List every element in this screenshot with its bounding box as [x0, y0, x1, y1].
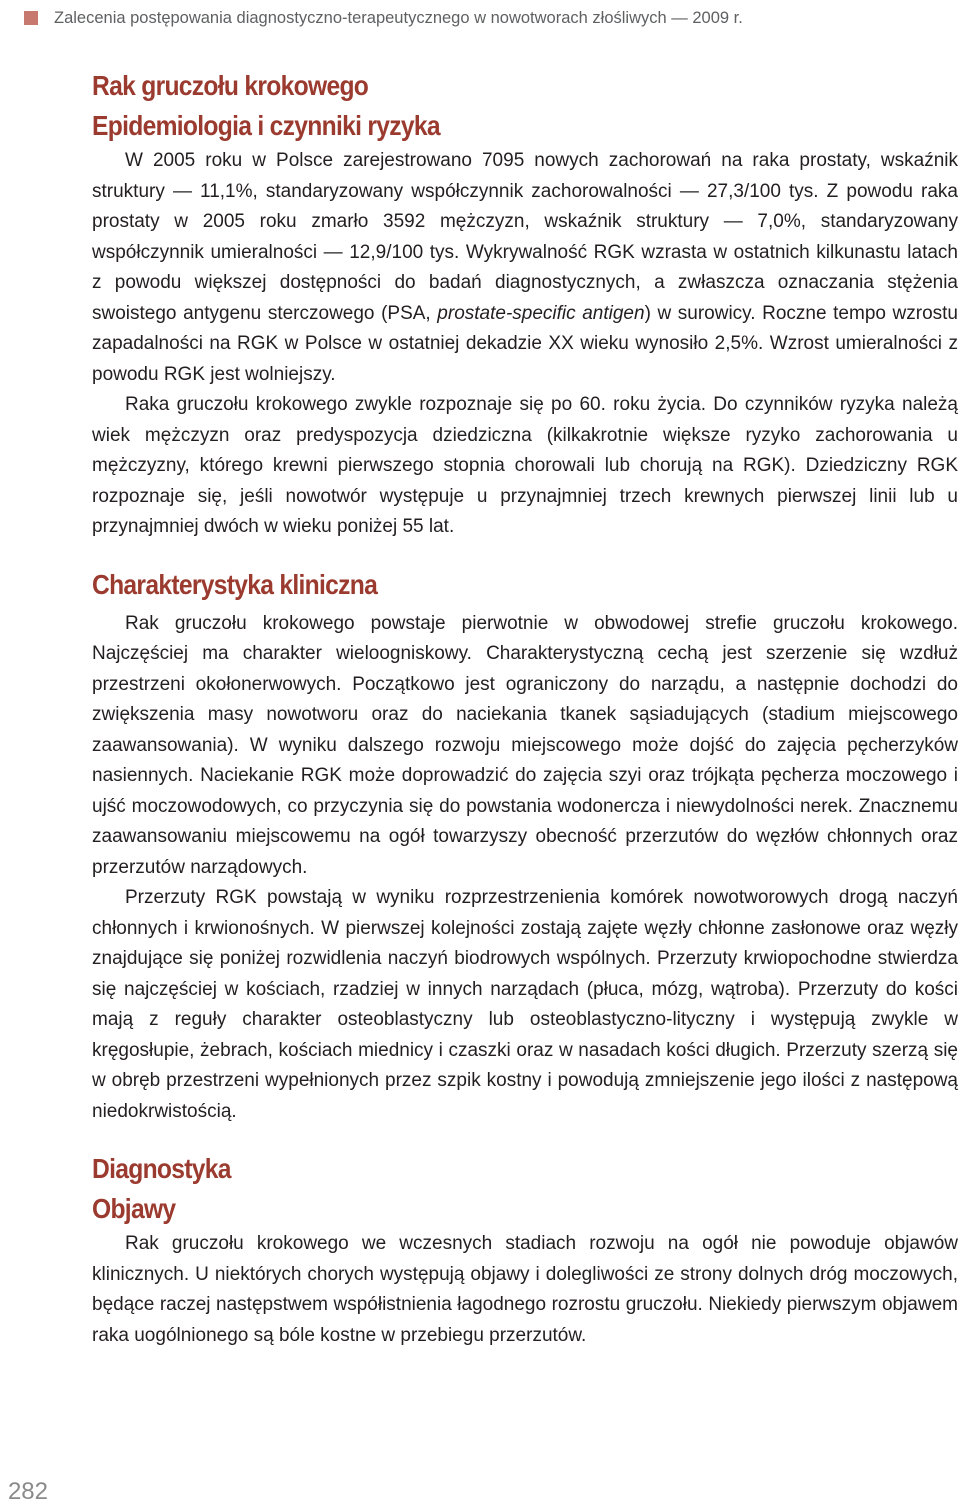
paragraph-clinical-2: Przerzuty RGK powstają w wyniku rozprzestrzenienia komórek nowotworowych drogą naczyń chłonnych i krwionośnych. W pierwszej kolejności zostają zajęte węzły chłonne zasłonowe oraz węzły znajdujące się poniżej rozwidlenia naczyń biodrowych wspólnych. Przerzuty krwiopochodne stwierdza się najczęściej w kościach, rzadziej w innych narządach (płuca, mózg, wątroba). Przerzuty do kości mają z reguły charakter osteoblastyczny lub osteoblastyczno-lityczny i występują zwykle w kręgosłupie, żebrach, kościach miednicy i czaszki oraz w nasadach kości długich. Przerzuty szerzą się w obręb przestrzeni wypełnionych przez szpik kostny i powodują zmniejszenie jego ilości z następową niedokrwistością. — [92, 887, 958, 1122]
header-marker-square — [24, 11, 38, 25]
paragraph-epidemiology-1: W 2005 roku w Polsce zarejestrowano 7095 nowych zachorowań na raka prostaty, wskaźnik struktury — 11,1%, standaryzowany współczynnik zachorowalności — 27,3/100 tys. Z powodu raka prostaty w 2005 roku zmarło 3592 mężczyzn, wskaźnik struktury — 7,0%, standaryzowany współczynnik umieralności — 12,9/100 tys. Wykrywalność RGK wzrasta w ostatnich kilkunastu latach z powodu większej dostępności do badań diagnostycznych, a zwłaszcza oznaczania stężenia swoistego antygenu sterczowego (PSA, prostate-specific antigen) w surowicy. Roczne tempo wzrostu zapadalności na RGK w Polsce w ostatniej dekadzie XX wieku wynosiło 2,5%. Wzrost umieralności z powodu RGK jest wolniejszy. — [92, 150, 958, 385]
section-heading-epidemiology: Epidemiologia i czynniki ryzyka — [92, 110, 440, 141]
section-heading-clinical: Charakterystyka kliniczna — [92, 568, 378, 600]
article-body — [92, 66, 958, 1351]
paragraph-symptoms: Rak gruczołu krokowego we wczesnych stadiach rozwoju na ogół nie powoduje objawów klinicznych. U niektórych chorych występują objawy i dolegliwości ze strony dolnych dróg moczowych, będące raczej następstwem współistnienia łagodnego rozrostu gruczołu. Niekiedy pierwszym objawem raka uogólnionego są bóle kostne w przebiegu przerzutów. — [92, 1233, 958, 1346]
paragraph-clinical-1: Rak gruczołu krokowego powstaje pierwotnie w obwodowej strefie gruczołu krokowego. Najczęściej ma charakter wieloogniskowy. Charakterystyczną cechą jest szerzenie się wzdłuż przestrzeni okołonerwowych. Początkowo jest ograniczony do narządu, a następnie dochodzi do zwiększenia masy nowotworu oraz do naciekania tkanek sąsiadujących (stadium miejscowego zaawansowania). W wyniku dalszego rozwoju miejscowego może dojść do zajęcia pęcherzyków nasiennych. Naciekanie RGK może doprowadzić do zajęcia szyi oraz trójkąta pęcherza moczowego i ujść moczowodowych, co przyczynia się do powstania wodonercza i niewydolności nerek. Znacznemu zaawansowaniu miejscowemu na ogół towarzyszy obecność przerzutów do węzłów chłonnych oraz przerzutów narządowych. — [92, 612, 958, 878]
italic-term: prostate-specific antigen — [437, 302, 645, 324]
running-header — [24, 6, 743, 30]
paragraph-risk-factors: Raka gruczołu krokowego zwykle rozpoznaje się po 60. roku życia. Do czynników ryzyka należą wiek mężczyzn oraz predyspozycja dziedziczna (kilkakrotnie większe ryzyko zachorowania u mężczyzny, którego krewni pierwszego stopnia chorowali lub chorują na RGK). Dziedziczny RGK rozpoznaje się, jeśli nowotwór występuje u przynajmniej trzech krewnych pierwszej linii lub u przynajmniej dwóch w wieku poniżej 55 lat. — [92, 394, 958, 537]
page-number: 282 — [7, 1478, 48, 1505]
document-title: Rak gruczołu krokowego — [92, 70, 369, 101]
section-heading-diagnostics: Diagnostyka — [92, 1153, 231, 1184]
running-title: Zalecenia postępowania diagnostyczno-terapeutycznego w nowotworach złośliwych — 2009 r. — [54, 8, 743, 27]
subsection-heading-symptoms: Objawy — [92, 1193, 176, 1224]
